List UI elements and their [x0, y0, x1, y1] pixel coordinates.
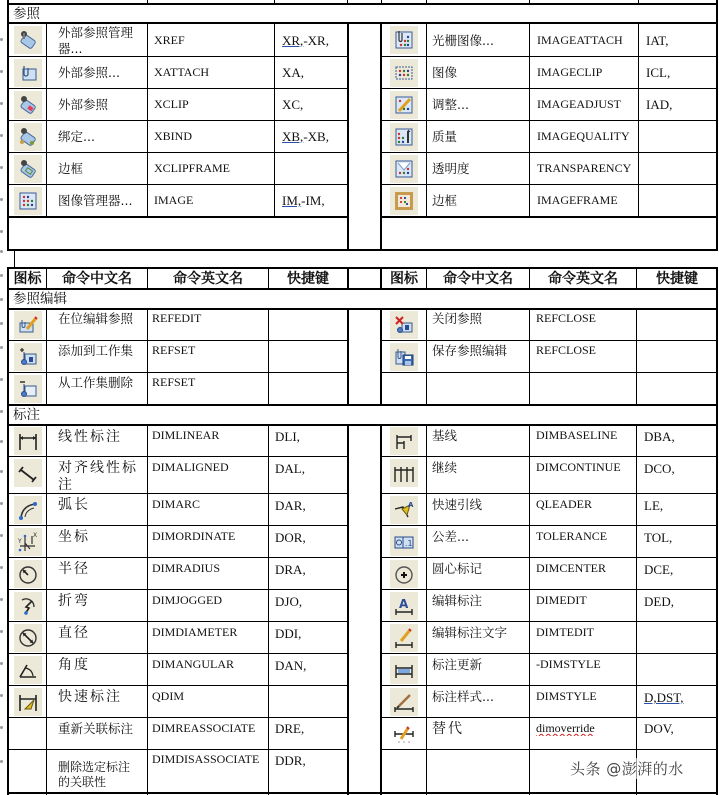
col-header-en: 命令英文名: [173, 271, 243, 287]
command-en: IMAGECLIP: [537, 65, 603, 79]
command-en: DIMARC: [152, 497, 201, 511]
shortcut: DAN,: [275, 658, 307, 673]
col-header-zh: 命令中文名: [62, 271, 132, 287]
dim-arc-icon: [14, 496, 42, 524]
shortcut: DBA,: [644, 429, 675, 444]
shortcut: DCO,: [644, 461, 675, 476]
command-en: XCLIP: [154, 97, 189, 111]
image-attach-icon: [390, 26, 418, 54]
command-zh: 公差...: [432, 529, 469, 544]
shortcut: DAR,: [275, 498, 306, 513]
command-en: DIMDIAMETER: [152, 625, 238, 639]
dim-edit-icon: [390, 592, 418, 620]
shortcut: DED,: [644, 594, 674, 609]
command-en: DIMEDIT: [536, 593, 587, 607]
dim-override-icon: [390, 720, 418, 748]
spellcheck-word: dimoverride: [536, 721, 595, 735]
command-zh: 质量: [432, 129, 458, 144]
command-zh: 保存参照编辑: [432, 343, 508, 358]
image-quality-icon: [390, 123, 418, 151]
tolerance-icon: [390, 528, 418, 556]
shortcut: DLI,: [275, 429, 300, 444]
shortcut: XA,: [282, 65, 305, 80]
command-zh: 直径: [58, 625, 90, 641]
command-zh: 图像管理器...: [58, 193, 133, 208]
command-zh: 坐标: [58, 529, 90, 545]
xref-manager-icon: [14, 26, 42, 54]
section-title-refedit: 参照编辑: [13, 291, 67, 307]
command-en: TRANSPARENCY: [537, 161, 632, 175]
command-en: TOLERANCE: [536, 529, 608, 543]
command-zh: 标注样式...: [432, 689, 494, 704]
dim-radius-icon: [14, 560, 42, 588]
shortcut: DRA,: [275, 562, 306, 577]
dim-update-icon: [390, 656, 418, 684]
shortcut: DJO,: [275, 594, 303, 609]
section-title-dimension: 标注: [13, 407, 40, 423]
command-zh: 外部参照: [58, 97, 109, 112]
shortcut: DOR,: [275, 530, 306, 545]
shortcut: DAL,: [275, 461, 305, 476]
dim-baseline-icon: [390, 427, 418, 455]
shortcut-link[interactable]: XB,: [282, 129, 304, 144]
svg-text:Y: Y: [18, 538, 22, 545]
command-en: DIMALIGNED: [152, 460, 229, 474]
command-en: IMAGEATTACH: [537, 33, 623, 47]
col-header-zh: 命令中文名: [443, 271, 513, 287]
command-zh: 调整...: [432, 97, 469, 112]
refclose-save-icon: [390, 343, 418, 371]
shortcut: IAD,: [646, 97, 673, 112]
command-zh: 替代: [432, 721, 464, 737]
command-zh: 角度: [58, 657, 90, 673]
command-zh: 编辑标注文字: [432, 625, 508, 640]
col-header-icon: 图标: [13, 271, 42, 287]
shortcut: DDR,: [275, 753, 306, 768]
svg-text:A: A: [408, 501, 414, 509]
col-header-icon: 图标: [390, 271, 418, 287]
command-en: DIMRADIUS: [152, 561, 221, 575]
command-en: REFSET: [152, 375, 196, 389]
command-en: [536, 721, 634, 736]
dim-center-icon: [390, 560, 418, 588]
command-zh: 弧长: [58, 497, 90, 513]
command-zh: 圆心标记: [432, 561, 483, 576]
image-clip-icon: [390, 59, 418, 87]
image-adjust-icon: [390, 91, 418, 119]
shortcut: XC,: [282, 97, 304, 112]
dim-linear-icon: [14, 427, 42, 455]
dim-tedit-icon: [390, 624, 418, 652]
refedit-icon: [14, 311, 42, 339]
command-en: DIMCONTINUE: [536, 460, 621, 474]
command-en: DIMORDINATE: [152, 529, 236, 543]
shortcut: XR,-XR,: [282, 33, 329, 48]
col-header-en: 命令英文名: [548, 271, 618, 287]
margin-markers: [0, 0, 4, 795]
shortcut: LE,: [644, 498, 664, 513]
col-header-shortcut: 快捷键: [656, 271, 698, 287]
command-zh: 快速标注: [58, 689, 122, 705]
command-zh: 在位编辑参照: [58, 311, 134, 326]
dim-continue-icon: [390, 459, 418, 487]
command-zh: 继续: [432, 460, 458, 475]
command-en: DIMDISASSOCIATE: [152, 752, 260, 766]
command-zh: 半径: [58, 561, 90, 577]
dim-aligned-icon: [14, 459, 42, 487]
command-zh: 光栅图像...: [432, 33, 494, 48]
qdim-icon: [14, 688, 42, 716]
command-zh: 外部参照...: [58, 65, 120, 80]
shortcut: IM,-IM,: [282, 193, 325, 208]
dim-diameter-icon: [14, 624, 42, 652]
svg-text:X: X: [33, 532, 38, 539]
command-en: REFEDIT: [152, 311, 202, 325]
command-zh: 透明度: [432, 161, 470, 176]
command-en: DIMJOGGED: [152, 593, 222, 607]
command-zh: 对齐线性标注: [58, 460, 138, 493]
dim-jogged-icon: [14, 592, 42, 620]
command-en: XCLIPFRAME: [154, 161, 231, 175]
shortcut: TOL,: [644, 530, 673, 545]
shortcut: XB,-XB,: [282, 129, 329, 144]
xbind-icon: [14, 123, 42, 151]
shortcut: DCE,: [644, 562, 674, 577]
command-en: REFCLOSE: [536, 311, 597, 325]
command-en: DIMTEDIT: [536, 625, 594, 639]
refset-add-icon: [14, 343, 42, 371]
dim-style-icon: [390, 688, 418, 716]
command-en: -DIMSTYLE: [536, 657, 601, 671]
command-zh: 从工作集删除: [58, 375, 134, 390]
col-header-shortcut: 快捷键: [287, 271, 329, 287]
command-en: REFCLOSE: [536, 343, 597, 357]
command-zh: 重新关联标注: [58, 721, 134, 736]
transparency-icon: [390, 155, 418, 183]
shortcut: ICL,: [646, 65, 671, 80]
command-en: IMAGEADJUST: [537, 97, 621, 111]
command-zh: 外部参照管理器...: [58, 25, 134, 56]
command-zh: 标注更新: [432, 657, 483, 672]
command-en: XREF: [154, 33, 185, 47]
command-en: DIMREASSOCIATE: [152, 721, 256, 735]
image-frame-icon: [390, 187, 418, 215]
shortcut: DOV,: [644, 721, 674, 736]
command-zh: 删除选定标注的关联性: [58, 760, 131, 789]
shortcut-link[interactable]: IM,: [282, 193, 302, 208]
command-zh: 图像: [432, 65, 458, 80]
command-en: DIMANGULAR: [152, 657, 234, 671]
svg-text:.1: .1: [405, 539, 413, 548]
dim-angular-icon: [14, 656, 42, 684]
command-en: REFSET: [152, 343, 196, 357]
shortcut: [644, 690, 716, 705]
xattach-icon: [14, 59, 42, 87]
command-zh: 绑定...: [58, 129, 95, 144]
command-en: QLEADER: [536, 497, 592, 511]
command-en: IMAGEQUALITY: [537, 129, 630, 143]
section-title-reference: 参照: [13, 6, 40, 22]
command-en: XBIND: [154, 129, 192, 143]
command-zh: 折弯: [58, 593, 90, 609]
shortcut: DRE,: [275, 721, 305, 736]
shortcut-link[interactable]: XR,: [282, 33, 304, 48]
xclip-icon: [14, 91, 42, 119]
shortcut: DDI,: [275, 626, 302, 641]
command-zh: 基线: [432, 428, 458, 443]
command-en: DIMLINEAR: [152, 428, 220, 442]
xclipframe-icon: [14, 155, 42, 183]
watermark: 头条 @澎湃的水: [570, 760, 684, 778]
command-zh: 边框: [432, 193, 458, 208]
text-cursor-mark: [14, 251, 15, 267]
refset-remove-icon: [14, 375, 42, 403]
command-zh: 关闭参照: [432, 311, 483, 326]
qleader-icon: [390, 496, 418, 524]
command-zh: 快速引线: [432, 497, 483, 512]
svg-text:A: A: [399, 597, 409, 611]
image-manager-icon: [14, 187, 42, 215]
command-en: IMAGE: [154, 193, 194, 207]
command-en: DIMBASELINE: [536, 428, 618, 442]
shortcut: IAT,: [646, 33, 669, 48]
command-zh: 线性标注: [58, 429, 122, 445]
command-en: IMAGEFRAME: [537, 193, 618, 207]
command-en: QDIM: [152, 689, 184, 703]
shortcut-link[interactable]: D,DST,: [644, 690, 684, 705]
command-zh: 编辑标注: [432, 593, 483, 608]
refclose-discard-icon: [390, 311, 418, 339]
command-en: XATTACH: [154, 65, 210, 79]
command-zh: 添加到工作集: [58, 343, 134, 358]
command-zh: 边框: [58, 161, 84, 176]
dim-ordinate-icon: [14, 528, 42, 556]
command-en: DIMCENTER: [536, 561, 606, 575]
command-en: DIMSTYLE: [536, 689, 597, 703]
